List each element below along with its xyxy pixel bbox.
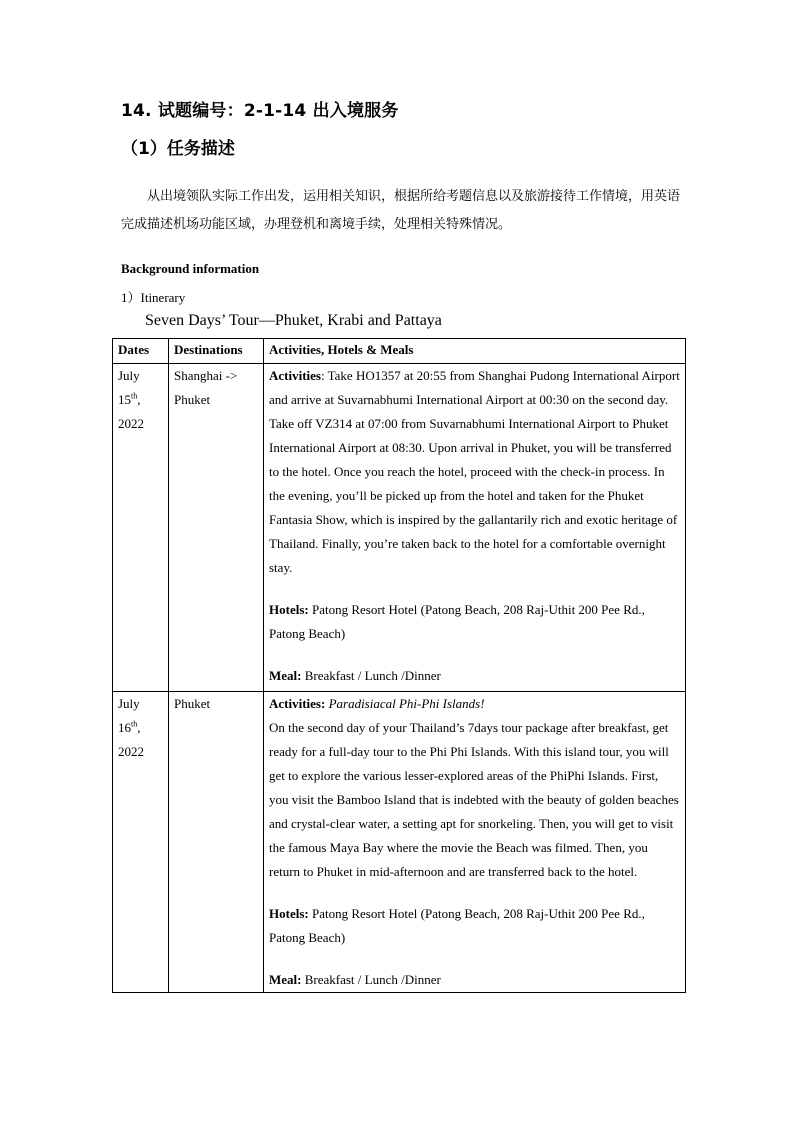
meal-label: Meal: (269, 972, 302, 987)
activities-title-paragraph (269, 692, 680, 716)
background-information-title: Background information (121, 261, 260, 276)
meal-text: Breakfast / Lunch /Dinner (301, 972, 441, 987)
hotels-text: Patong Resort Hotel (Patong Beach, 208 Raj-Uthit 200 Pee Rd., Patong Beach) (269, 906, 645, 945)
header-activities: Activities, Hotels & Meals (264, 339, 686, 364)
date-suffix: th (131, 719, 138, 729)
activities-label: Activities (269, 368, 321, 383)
activities-cell (264, 364, 686, 692)
destination-cell (169, 692, 264, 993)
date-comma: , (137, 720, 141, 735)
header-dates: Dates (113, 339, 169, 364)
table-row (113, 364, 686, 692)
date-year: 2022 (118, 744, 144, 759)
date-cell (113, 364, 169, 692)
meal-paragraph (269, 968, 680, 992)
itinerary-label: 1）Itinerary (121, 290, 186, 305)
date-comma: , (137, 392, 141, 407)
meal-paragraph (269, 664, 680, 688)
meal-text: Breakfast / Lunch /Dinner (301, 668, 441, 683)
activities-separator: : (320, 368, 328, 383)
task-description-text: 从出境领队实际工作出发，运用相关知识，根据所给考题信息以及旅游接待工作情境，用英语完成描述机场功能区域，办理登机和离境手续，处理相关特殊情况。 (121, 189, 681, 232)
activities-label: Activities: (269, 696, 326, 711)
destination-line: Shanghai -> (174, 368, 238, 383)
activities-paragraph (269, 364, 680, 580)
meal-label: Meal: (269, 668, 302, 683)
date-cell (113, 692, 169, 993)
hotels-label: Hotels: (269, 602, 309, 617)
table-row (113, 692, 686, 993)
date-day: 15 (118, 392, 131, 407)
itinerary-table (112, 338, 686, 993)
activities-text: Take HO1357 at 20:55 from Shanghai Pudong International Airport and arrive at Suvarnabhumi International Airport at 00:30 on the second day. Take off VZ314 at 07:00 from Suvarnabhumi International Airport to Phuket International Airport at 08:30. Upon arrival in Phuket, you will be transferred to the hotel. Once you reach the hotel, proceed with the check-in process. In the evening, you’ll be picked up from the hotel and taken for the Phuket Fantasia Show, which is inspired by the gallantarily rich and exotic heritage of Thailand. Finally, you’re taken back to the hotel for a comfortable overnight stay. (269, 368, 680, 575)
hotels-label: Hotels: (269, 906, 309, 921)
hotels-paragraph (269, 902, 680, 950)
destination-line: Phuket (174, 696, 211, 711)
destination-cell (169, 364, 264, 692)
activities-title: Paradisiacal Phi-Phi Islands! (325, 696, 485, 711)
date-suffix: th (131, 391, 138, 401)
hotels-text: Patong Resort Hotel (Patong Beach, 208 Raj-Uthit 200 Pee Rd., Patong Beach) (269, 602, 645, 641)
header-destinations: Destinations (169, 339, 264, 364)
date-year: 2022 (118, 416, 144, 431)
hotels-paragraph (269, 598, 680, 646)
table-header-row (113, 339, 686, 364)
date-month: July (118, 696, 140, 711)
date-month: July (118, 368, 140, 383)
date-day: 16 (118, 720, 131, 735)
destination-line: Phuket (174, 392, 211, 407)
question-heading: 14. 试题编号：2-1-14 出入境服务 (121, 101, 399, 121)
task-description-heading: （1）任务描述 (121, 139, 235, 159)
activities-paragraph: On the second day of your Thailand’s 7days tour package after breakfast, get ready for a full-day tour to the Phi Phi Islands. With this island tour, you will get to explore the various lesser-explored areas of the PhiPhi Islands. First, you visit the Bamboo Island that is indebted with the beauty of golden beaches and crystal-clear water, a setting apt for snorkeling. Then, you will get to visit the famous Maya Bay where the movie the Beach was filmed. Then, you return to Phuket in mid-afternoon and are transferred back to the hotel. (269, 720, 679, 879)
activities-cell (264, 692, 686, 993)
tour-title: Seven Days’ Tour—Phuket, Krabi and Pattaya (145, 312, 442, 329)
